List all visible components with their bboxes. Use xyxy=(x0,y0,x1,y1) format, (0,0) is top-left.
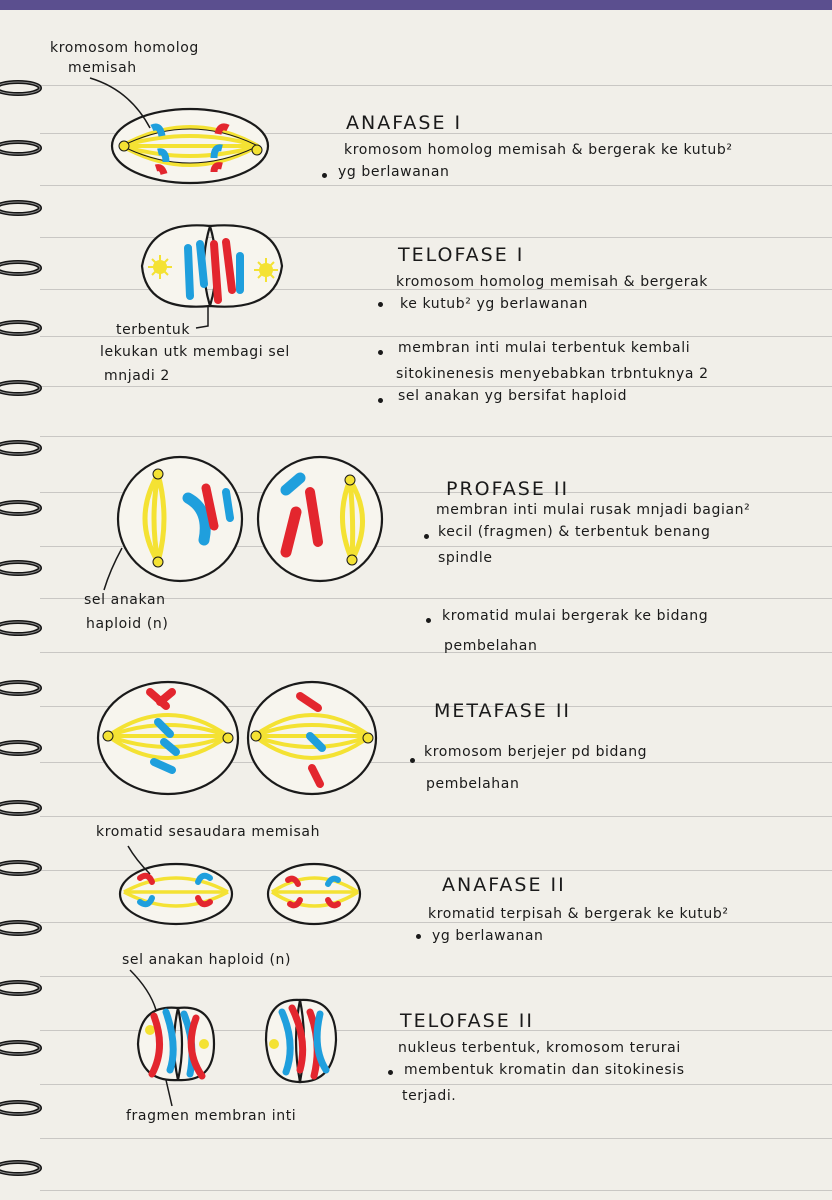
profase-2-note-4: kromatid mulai bergerak ke bidang xyxy=(442,608,709,624)
profase-2-cells xyxy=(104,457,382,590)
telofase-1-note-5: sel anakan yg bersifat haploid xyxy=(398,388,628,404)
metafase-2-title: METAFASE II xyxy=(434,700,572,722)
anafase-1-label-1: kromosom homolog xyxy=(50,40,199,56)
profase-2-note-5: pembelahan xyxy=(444,638,538,654)
telofase-2-cells xyxy=(130,970,336,1106)
telofase-2-label-2: fragmen membran inti xyxy=(126,1108,297,1124)
bullet xyxy=(388,1070,393,1075)
bullet xyxy=(378,398,383,403)
anafase-1-note-1: kromosom homolog memisah & bergerak ke kutub² xyxy=(344,142,733,158)
telofase-2-note-3: terjadi. xyxy=(402,1088,457,1104)
bullet xyxy=(378,302,383,307)
profase-2-label-2: haploid (n) xyxy=(86,616,169,632)
bullet xyxy=(378,350,383,355)
telofase-2-note-1: nukleus terbentuk, kromosom terurai xyxy=(398,1040,681,1056)
bullet xyxy=(426,618,431,623)
anafase-2-title: ANAFASE II xyxy=(442,874,566,896)
spiral-binding xyxy=(0,82,40,1174)
metafase-2-note-2: pembelahan xyxy=(426,776,520,792)
anafase-1-title: ANAFASE I xyxy=(346,112,463,134)
telofase-1-title: TELOFASE I xyxy=(398,244,525,266)
anafase-1-cell xyxy=(90,78,268,183)
metafase-2-note-1: kromosom berjejer pd bidang xyxy=(424,744,648,760)
profase-2-note-2: kecil (fragmen) & terbentuk benang xyxy=(438,524,711,540)
telofase-1-note-3: membran inti mulai terbentuk kembali xyxy=(398,340,691,356)
telofase-2-label-1: sel anakan haploid (n) xyxy=(122,952,292,968)
anafase-2-cells xyxy=(120,846,360,924)
telofase-1-label-3: mnjadi 2 xyxy=(104,368,170,384)
telofase-1-note-1: kromosom homolog memisah & bergerak xyxy=(396,274,708,290)
bullet xyxy=(322,173,327,178)
anafase-2-note-2: yg berlawanan xyxy=(432,928,544,944)
telofase-1-note-4: sitokinenesis menyebabkan trbntuknya 2 xyxy=(396,366,709,382)
bullet xyxy=(424,534,429,539)
telofase-2-note-2: membentuk kromatin dan sitokinesis xyxy=(404,1062,685,1078)
bullet xyxy=(410,758,415,763)
telofase-1-label-2: lekukan utk membagi sel xyxy=(100,344,290,360)
telofase-2-title: TELOFASE II xyxy=(400,1010,534,1032)
telofase-1-note-2: ke kutub² yg berlawanan xyxy=(400,296,589,312)
profase-2-note-1: membran inti mulai rusak mnjadi bagian² xyxy=(436,502,751,518)
bullet xyxy=(416,934,421,939)
telofase-1-label-1: terbentuk xyxy=(116,322,191,338)
metafase-2-cells xyxy=(98,682,376,794)
anafase-1-label-2: memisah xyxy=(68,60,137,76)
anafase-1-note-2: yg berlawanan xyxy=(338,164,450,180)
profase-2-title: PROFASE II xyxy=(446,478,570,500)
profase-2-label-1: sel anakan xyxy=(84,592,166,608)
anafase-2-label-1: kromatid sesaudara memisah xyxy=(96,824,321,840)
profase-2-note-3: spindle xyxy=(438,550,493,566)
anafase-2-note-1: kromatid terpisah & bergerak ke kutub² xyxy=(428,906,729,922)
telofase-1-cell xyxy=(142,225,282,328)
